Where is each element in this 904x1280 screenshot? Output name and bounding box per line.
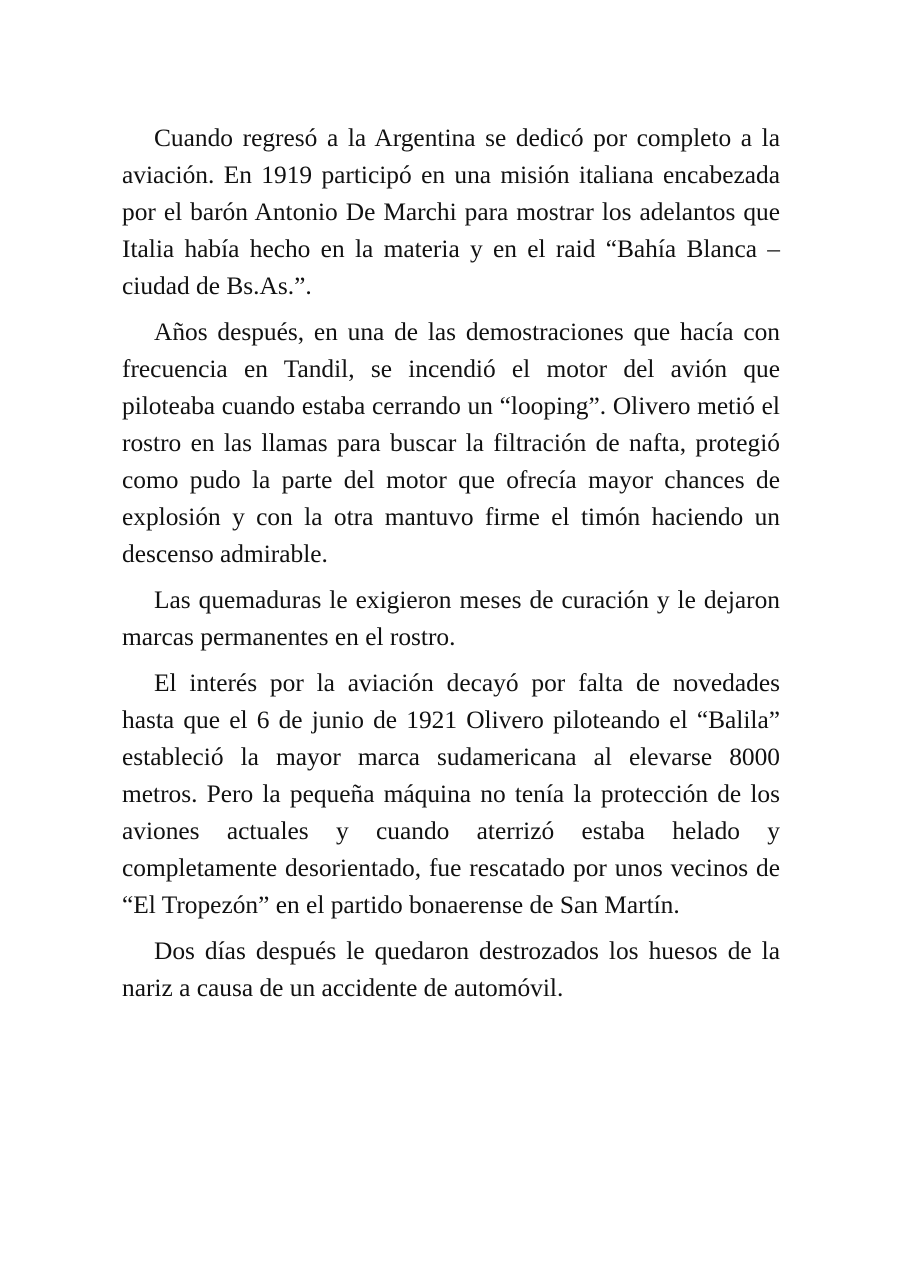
paragraph-engine-fire: Años después, en una de las demostraciones que hacía con frecuencia en Tandil, se incendió el motor del avión que piloteaba cuando estaba cerrando un “looping”. Olivero metió el rostro en las llamas para buscar la filtración de nafta, protegió como pudo la parte del motor que ofrecía mayor chances de explosión y con la otra mantuvo firme el timón haciendo un descenso admirable. [122,318,780,568]
paragraph-burns: Las quemaduras le exigieron meses de curación y le dejaron marcas permanentes en el rostro. [122,586,780,651]
paragraph-return-to-argentina: Cuando regresó a la Argentina se dedicó por completo a la aviación. En 1919 participó en una misión italiana encabezada por el barón Antonio De Marchi para mostrar los adelantos que Italia había hecho en la materia y en el raid “Bahía Blanca – ciudad de Bs.As.”. [122,124,780,300]
document-page [122,120,780,1016]
paragraph-altitude-record: El interés por la aviación decayó por falta de novedades hasta que el 6 de junio de 1921 Olivero piloteando el “Balila” estableció la mayor marca sudamericana al elevarse 8000 metros. Pero la pequeña máquina no tenía la protección de los aviones actuales y cuando aterrizó estaba helado y completamente desorientado, fue rescatado por unos vecinos de “El Tropezón” en el partido bonaerense de San Martín. [122,669,780,919]
paragraph-car-accident: Dos días después le quedaron destrozados los huesos de la nariz a causa de un accidente de automóvil. [122,937,780,1002]
